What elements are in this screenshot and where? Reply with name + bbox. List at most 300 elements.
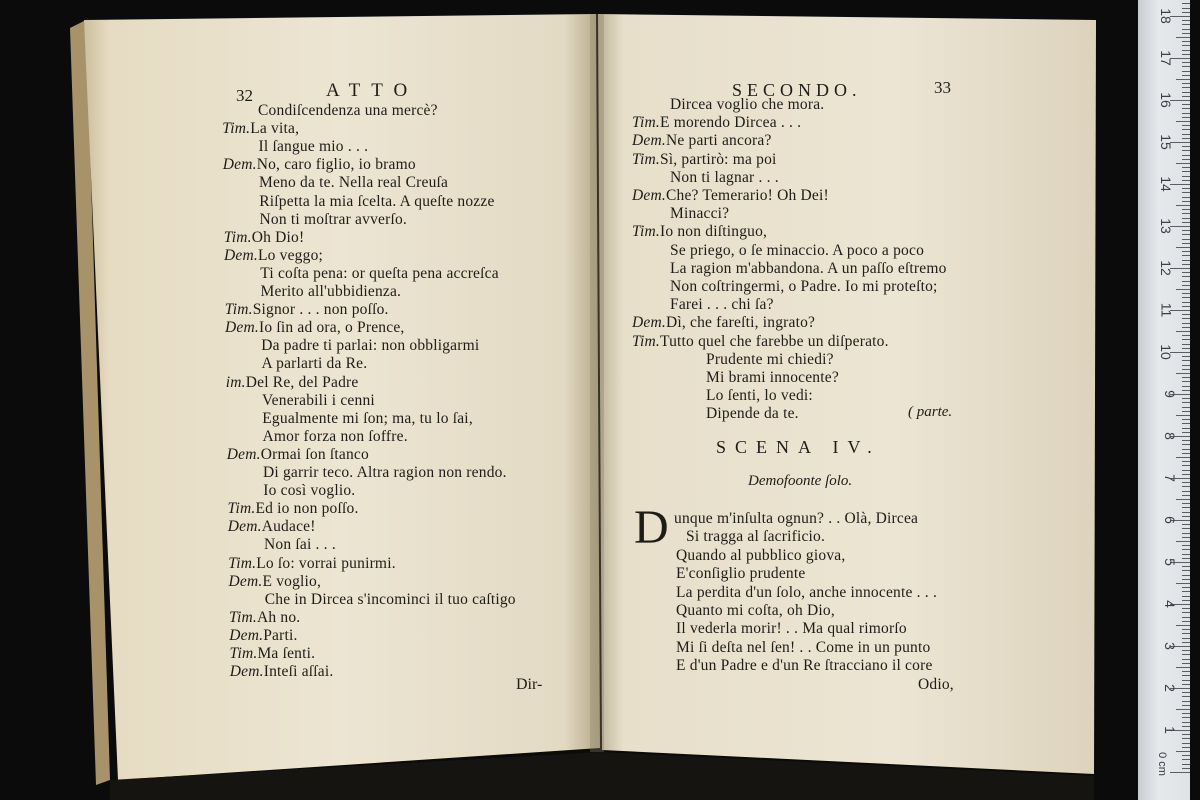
ruler-tick (1176, 583, 1190, 584)
ruler-number: 14 (1158, 176, 1175, 192)
right-line (632, 151, 777, 169)
verse-text: E morendo Dircea . . . (659, 114, 802, 132)
ruler-tick (1182, 470, 1190, 471)
ruler-tick (1182, 600, 1190, 601)
left-line (226, 374, 359, 392)
ruler-number: 10 (1158, 344, 1175, 360)
ruler-tick (1182, 155, 1190, 156)
ruler-tick (1182, 482, 1190, 483)
ruler-tick (1176, 373, 1190, 374)
monologue-line: La perdita d'un ſolo, anche innocente . . . (676, 583, 938, 601)
speaker-label: Tim. (632, 332, 660, 350)
ruler-number: 5 (1162, 558, 1179, 566)
left-line (224, 229, 305, 247)
verse-text: Io non diſtinguo, (659, 223, 768, 241)
ruler-tick (1182, 159, 1190, 160)
speaker-label: Dem. (224, 246, 258, 264)
left-line: Egualmente mi ſon; ma, tu lo ſai, (262, 409, 473, 427)
speaker-label: Tim. (228, 554, 257, 572)
verse-text: Ed io non poſſo. (255, 500, 359, 518)
left-line: Di garrir teco. Altra ragion non rendo. (263, 464, 507, 481)
ruler-tick (1182, 432, 1190, 433)
ruler-tick (1182, 302, 1190, 303)
ruler-tick (1182, 659, 1190, 660)
right-line (632, 132, 772, 150)
speaker-label: Tim. (222, 120, 251, 138)
verse-text: Audace! (261, 518, 316, 536)
right-line: Lo ſenti, lo vedi: (706, 387, 813, 405)
ruler-tick (1182, 92, 1190, 93)
ruler-tick (1182, 692, 1190, 693)
ruler-tick (1182, 453, 1190, 454)
ruler-number: 15 (1158, 134, 1175, 150)
ruler-number: 17 (1158, 50, 1175, 66)
right-line (632, 333, 889, 351)
ruler-number: 9 (1162, 390, 1179, 398)
ruler-tick (1182, 755, 1190, 756)
ruler-tick (1182, 293, 1190, 294)
ruler-tick (1182, 726, 1190, 727)
left-line: Riſpetta la mia ſcelta. A queſte nozze (259, 192, 495, 210)
verse-text: Tutto quel che farebbe un diſperato. (659, 332, 889, 350)
left-line: Meno da te. Nella real Creuſa (259, 174, 449, 192)
ruler-unit-label: 0 cm (1156, 752, 1169, 776)
ruler-tick (1182, 495, 1190, 496)
left-line: Ti coſta pena: or queſta pena accreſca (260, 264, 499, 282)
right-line: Minacci? (670, 205, 730, 223)
ruler-tick (1182, 201, 1190, 202)
ruler-number: 13 (1158, 218, 1175, 234)
ruler-tick (1176, 415, 1190, 416)
right-line: Mi brami innocente? (706, 369, 839, 386)
ruler-tick (1182, 428, 1190, 429)
ruler-tick (1182, 743, 1190, 744)
ruler-tick (1182, 285, 1190, 286)
ruler-tick (1182, 297, 1190, 298)
right-line: Non ti lagnar . . . (670, 168, 779, 186)
right-line: Prudente mi chiedi? (706, 350, 834, 368)
ruler-tick (1182, 512, 1190, 513)
ruler-tick (1182, 491, 1190, 492)
left-line: Non ſai . . . (264, 536, 336, 554)
left-line: Io così voglio. (263, 482, 356, 500)
left-line: Non ti moſtrar avverſo. (259, 210, 408, 228)
ruler-tick (1182, 449, 1190, 450)
speaker-label: Dem. (225, 319, 259, 337)
ruler-tick (1182, 524, 1190, 525)
ruler-number: 18 (1158, 8, 1175, 24)
ruler-tick (1182, 71, 1190, 72)
left-catchword: Dir- (516, 676, 543, 693)
ruler-tick (1182, 167, 1190, 168)
ruler-tick (1182, 638, 1190, 639)
ruler-tick (1182, 33, 1190, 34)
ruler-tick (1182, 575, 1190, 576)
ruler-tick (1182, 20, 1190, 21)
left-line (227, 446, 369, 464)
speaker-label: Dem. (222, 156, 257, 174)
left-line (228, 500, 359, 518)
ruler-tick (1182, 251, 1190, 252)
monologue-line: Il vederla morir! . . Ma qual rimorſo (676, 620, 907, 638)
speaker-label: Tim. (632, 114, 660, 132)
ruler-tick (1182, 146, 1190, 147)
ruler-tick (1182, 549, 1190, 550)
ruler-tick (1182, 747, 1190, 748)
ruler-tick (1176, 205, 1190, 206)
left-line (229, 627, 297, 645)
ruler-tick (1182, 654, 1190, 655)
ruler-number: 6 (1162, 516, 1179, 524)
ruler-tick (1182, 108, 1190, 109)
left-line: Da padre ti parlai: non obbligarmi (261, 337, 480, 355)
right-line: Farei . . . chi ſa? (670, 296, 774, 314)
ruler-tick (1182, 29, 1190, 30)
ruler-tick (1182, 705, 1190, 706)
ruler-number: 8 (1162, 432, 1179, 440)
left-line: Venerabili i cenni (262, 391, 375, 409)
verse-text: Ormai ſon ſtanco (260, 445, 369, 463)
left-running-head: ATTO (326, 80, 419, 101)
monologue-line: Mi ſi deſta nel ſen! . . Come in un punto (676, 638, 931, 656)
ruler-tick (1182, 474, 1190, 475)
ruler-tick (1176, 625, 1190, 626)
verse-text: Ma ſenti. (257, 645, 316, 662)
left-line: Che in Dircea s'incominci il tuo caſtigo (264, 590, 516, 608)
speaker-label: Dem. (228, 572, 263, 590)
monologue-line: Quando al pubblico giova, (676, 546, 846, 564)
ruler-tick (1182, 570, 1190, 571)
ruler-tick (1182, 83, 1190, 84)
speaker-label: Dem. (229, 626, 264, 644)
ruler-number: 11 (1158, 302, 1175, 318)
ruler-tick (1182, 398, 1190, 399)
ruler-number: 4 (1162, 600, 1179, 608)
speaker-label: Dem. (227, 518, 262, 536)
ruler-tick (1182, 12, 1190, 13)
ruler-tick (1182, 701, 1190, 702)
ruler-tick (1182, 461, 1190, 462)
ruler-tick (1182, 365, 1190, 366)
ruler-tick (1182, 465, 1190, 466)
ruler-tick (1182, 528, 1190, 529)
ruler-tick (1182, 45, 1190, 46)
ruler-number: 7 (1162, 474, 1179, 482)
verse-text: Sì, partirò: ma poi (659, 150, 777, 168)
left-line: Il ſangue mio . . . (258, 138, 369, 156)
left-line (230, 645, 316, 663)
verse-text: La vita, (250, 120, 300, 138)
ruler-tick (1182, 180, 1190, 181)
left-line: Amor forza non ſoffre. (262, 427, 408, 445)
ruler-tick (1182, 713, 1190, 714)
ruler-tick (1182, 209, 1190, 210)
ruler-tick (1182, 629, 1190, 630)
speaker-label: Tim. (223, 228, 252, 246)
ruler-tick (1182, 62, 1190, 63)
ruler-tick (1182, 239, 1190, 240)
ruler-tick (1176, 289, 1190, 290)
ruler-tick (1182, 335, 1190, 336)
ruler-tick (1182, 243, 1190, 244)
ruler-tick (1182, 621, 1190, 622)
ruler-tick (1182, 381, 1190, 382)
ruler-tick (1176, 751, 1190, 752)
monologue-line: Odio, (918, 675, 954, 693)
ruler-tick (1182, 717, 1190, 718)
ruler-tick (1182, 734, 1190, 735)
ruler-tick (1182, 533, 1190, 534)
left-line (228, 555, 396, 573)
verse-text: Inteſi aſſai. (263, 663, 334, 681)
ruler-tick (1182, 608, 1190, 609)
left-line (223, 156, 416, 174)
verse-text: No, caro figlio, io bramo (256, 156, 416, 174)
ruler-tick (1182, 516, 1190, 517)
ruler-tick (1182, 663, 1190, 664)
ruler-tick (1182, 276, 1190, 277)
right-running-head: SECONDO. (732, 80, 862, 100)
ruler-tick (1182, 323, 1190, 324)
ruler-tick (1176, 709, 1190, 710)
ruler-tick (1182, 650, 1190, 651)
ruler-tick (1182, 612, 1190, 613)
ruler-tick (1182, 255, 1190, 256)
ruler-tick (1182, 41, 1190, 42)
ruler-tick (1182, 138, 1190, 139)
ruler-tick (1182, 339, 1190, 340)
ruler-tick (1182, 642, 1190, 643)
left-line (225, 301, 389, 319)
ruler-tick (1182, 360, 1190, 361)
ruler-tick (1176, 37, 1190, 38)
ruler-tick (1182, 596, 1190, 597)
ruler-tick (1182, 579, 1190, 580)
ruler-tick (1182, 554, 1190, 555)
ruler-tick (1182, 24, 1190, 25)
ruler-tick (1182, 419, 1190, 420)
speaker-label: im. (225, 373, 246, 391)
verse-text: E voglio, (262, 572, 322, 590)
ruler-tick (1182, 327, 1190, 328)
ruler-tick (1182, 423, 1190, 424)
ruler-tick (1182, 486, 1190, 487)
ruler-tick (1182, 537, 1190, 538)
speaker-label: Tim. (227, 500, 256, 518)
ruler-tick (1182, 617, 1190, 618)
speaker-label: Tim. (632, 150, 660, 168)
verse-text: Io ſin ad ora, o Prence, (258, 319, 405, 337)
speaker-label: Tim. (632, 223, 660, 241)
ruler-number: 16 (1158, 92, 1175, 108)
ruler-tick (1182, 134, 1190, 135)
left-page-number: 32 (236, 86, 253, 105)
ruler-tick (1182, 96, 1190, 97)
speaker-label: Dem. (632, 314, 666, 332)
ruler-tick (1182, 377, 1190, 378)
ruler-tick (1182, 104, 1190, 105)
ruler-tick (1182, 369, 1190, 370)
ruler-tick (1182, 113, 1190, 114)
speaker-label: Tim. (229, 645, 258, 662)
ruler-tick (1182, 306, 1190, 307)
speaker-label: Tim. (229, 608, 257, 626)
ruler-tick (1182, 260, 1190, 261)
ruler-tick (1182, 188, 1190, 189)
ruler-tick (1182, 344, 1190, 345)
left-line (225, 319, 405, 337)
right-line (632, 114, 801, 132)
ruler-tick (1182, 440, 1190, 441)
right-line: Dircea voglio che mora. (670, 96, 825, 113)
verse-text: Lo veggo; (257, 246, 324, 264)
ruler-tick (1182, 192, 1190, 193)
left-line (230, 663, 334, 681)
left-line: Merito all'ubbidienza. (260, 283, 402, 300)
ruler-tick (1182, 314, 1190, 315)
ruler-tick (1176, 457, 1190, 458)
ruler-tick (1182, 3, 1190, 4)
ruler-tick (1182, 129, 1190, 130)
ruler-tick (1182, 281, 1190, 282)
ruler-number: 3 (1162, 642, 1179, 650)
ruler-tick (1182, 356, 1190, 357)
ruler-tick (1182, 50, 1190, 51)
speaker-label: Dem. (632, 187, 666, 204)
ruler-tick (1182, 591, 1190, 592)
left-line (229, 609, 300, 627)
verse-text: Oh Dio! (251, 228, 305, 246)
right-page-number: 33 (934, 78, 951, 97)
left-line (224, 247, 323, 265)
ruler-tick (1182, 176, 1190, 177)
ruler-tick (1182, 348, 1190, 349)
ruler-tick (1182, 75, 1190, 76)
ruler-tick (1182, 125, 1190, 126)
ruler-tick (1182, 696, 1190, 697)
ruler-tick (1176, 331, 1190, 332)
drop-cap: D (634, 501, 669, 554)
ruler-tick (1182, 558, 1190, 559)
ruler-tick (1182, 503, 1190, 504)
ruler-tick (1182, 264, 1190, 265)
ruler-tick (1182, 764, 1190, 765)
ruler-tick (1182, 234, 1190, 235)
ruler-tick (1182, 390, 1190, 391)
ruler-tick (1182, 566, 1190, 567)
speaker-label: Dem. (229, 663, 264, 681)
left-line: Condiſcendenza una mercè? (258, 102, 438, 119)
ruler-tick (1182, 272, 1190, 273)
ruler-tick (1176, 79, 1190, 80)
speaker-label: Tim. (224, 301, 253, 319)
right-line: La ragion m'abbandona. A un paſſo eſtremo (670, 259, 947, 277)
ruler-tick (1182, 171, 1190, 172)
right-line: Se priego, o ſe minaccio. A poco a poco (670, 241, 925, 259)
ruler-tick (1182, 87, 1190, 88)
ruler-tick (1182, 680, 1190, 681)
left-line (222, 120, 299, 138)
ruler-tick (1176, 121, 1190, 122)
ruler-tick (1182, 8, 1190, 9)
speaker-label: Dem. (226, 445, 261, 463)
verse-text: Lo ſo: vorrai punirmi. (256, 554, 396, 572)
ruler-tick (1182, 411, 1190, 412)
left-line (228, 518, 316, 536)
ruler-tick (1182, 66, 1190, 67)
ruler-tick (1176, 667, 1190, 668)
verse-text: Ne parti ancora? (665, 132, 772, 150)
ruler-tick (1176, 499, 1190, 500)
ruler-tick (1182, 54, 1190, 55)
ruler-tick (1182, 230, 1190, 231)
ruler-tick (1182, 402, 1190, 403)
scene-subtitle: Demofoonte ſolo. (748, 473, 853, 489)
left-line (229, 573, 322, 591)
right-line (632, 187, 829, 205)
ruler-tick (1182, 150, 1190, 151)
monologue-line: E d'un Padre e d'un Re ſtracciano il core (676, 657, 933, 675)
ruler-tick (1182, 117, 1190, 118)
monologue-line: Si tragga al ſacrificio. (686, 528, 826, 546)
ruler-tick (1182, 759, 1190, 760)
right-line: Dipende da te. (706, 405, 799, 423)
monologue-line: E'conſiglio prudente (676, 565, 806, 583)
right-line (632, 314, 815, 332)
scene-heading: SCENA IV. (716, 437, 881, 457)
verse-text: Che? Temerario! Oh Dei! (665, 187, 829, 204)
ruler-number: 12 (1158, 260, 1175, 276)
verse-text: Del Re, del Padre (245, 373, 359, 391)
ruler-tick (1182, 722, 1190, 723)
verse-text: Ah no. (256, 608, 301, 626)
stage-direction: ( parte. (908, 404, 953, 420)
ruler-tick (1182, 587, 1190, 588)
ruler-tick (1176, 163, 1190, 164)
ruler-tick (1182, 675, 1190, 676)
ruler-tick (1182, 407, 1190, 408)
left-line: A parlarti da Re. (261, 355, 368, 373)
ruler-tick (1182, 222, 1190, 223)
ruler-tick (1176, 247, 1190, 248)
ruler-tick (1182, 318, 1190, 319)
ruler-tick (1182, 507, 1190, 508)
ruler-tick (1182, 545, 1190, 546)
verse-text: Dì, che fareſti, ingrato? (665, 314, 816, 332)
ruler-tick (1182, 386, 1190, 387)
ruler-tick (1182, 768, 1190, 769)
ruler-tick (1182, 197, 1190, 198)
ruler-tick (1182, 213, 1190, 214)
ruler-tick (1182, 738, 1190, 739)
verse-text: Signor . . . non poſſo. (252, 301, 389, 319)
ruler-tick (1182, 444, 1190, 445)
right-line: Non coſtringermi, o Padre. Io mi proteſto; (670, 278, 938, 295)
ruler-tick (1182, 684, 1190, 685)
speaker-label: Dem. (632, 132, 666, 150)
monologue-line: unque m'inſulta ognun? . . Olà, Dircea (674, 510, 919, 527)
monologue-line: Quanto mi coſta, oh Dio, (676, 602, 835, 619)
ruler-tick (1182, 218, 1190, 219)
verse-text: Parti. (263, 626, 298, 644)
ruler-number: 2 (1162, 684, 1179, 692)
ruler-tick (1176, 541, 1190, 542)
ruler-tick (1182, 633, 1190, 634)
measuring-ruler (1138, 0, 1190, 800)
ruler-tick (1182, 671, 1190, 672)
ruler-number: 1 (1162, 726, 1179, 734)
right-line (632, 223, 767, 241)
